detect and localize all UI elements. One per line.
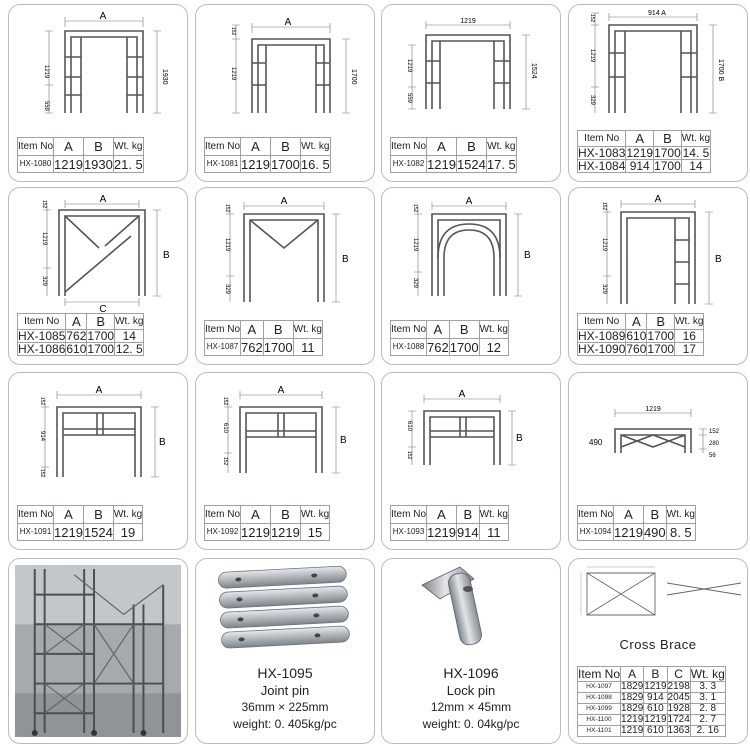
- dim-top-152: 152: [39, 397, 45, 406]
- col-item-no: Item No: [18, 138, 54, 156]
- dim-top-152: 152: [230, 27, 236, 36]
- dim-b-label: B: [715, 254, 722, 265]
- dim-height-1219: 1219: [589, 49, 595, 63]
- value-c: 2198: [667, 681, 690, 692]
- value-weight: 21. 5: [113, 156, 143, 172]
- dim-top-152: 152: [222, 397, 228, 406]
- dim-top-152: 152: [224, 204, 230, 213]
- col-b: B: [270, 506, 300, 524]
- value-weight: 2. 7: [690, 715, 725, 726]
- col-item-no: Item No: [18, 506, 54, 524]
- dim-height-1219: 1219: [412, 238, 418, 252]
- item-code: HX-1085: [18, 329, 66, 343]
- table-row: [205, 524, 330, 541]
- value-b: 610: [644, 726, 667, 737]
- value-c: 1363: [667, 725, 690, 736]
- value-a: 1219: [626, 146, 654, 160]
- dim-a-label: A: [280, 196, 288, 207]
- h-frame-drawing: [382, 373, 561, 503]
- dim-height-914: 914: [39, 431, 45, 442]
- col-weight: Wt. kg: [690, 667, 725, 681]
- dim-b-label: B: [342, 254, 349, 265]
- value-weight: 11: [293, 339, 322, 356]
- dim-top-152: 152: [41, 200, 47, 209]
- item-code: HX-1083: [578, 146, 626, 160]
- col-weight: Wt. kg: [486, 138, 516, 156]
- dim-height-1219: 1219: [41, 232, 47, 246]
- dim-b-label: B: [516, 433, 523, 444]
- value-b: 1700: [647, 329, 675, 343]
- dim-height-1219: 1219: [224, 238, 230, 252]
- item-code: HX-1092: [205, 524, 241, 541]
- spec-table: [204, 505, 330, 541]
- table-row: [391, 524, 509, 541]
- spec-table: [577, 130, 711, 173]
- value-b: 1524: [456, 156, 486, 172]
- value-weight: 14: [681, 160, 710, 173]
- dim-height-610: 610: [222, 423, 228, 434]
- col-a: A: [626, 131, 654, 147]
- col-weight: Wt. kg: [666, 506, 695, 524]
- spec-table: [17, 505, 143, 541]
- col-weight: Wt. kg: [293, 321, 322, 339]
- table-row: [18, 343, 144, 356]
- value-weight: 17. 5: [486, 156, 516, 172]
- frame-card-hx1094: [568, 372, 748, 550]
- col-a: A: [241, 138, 271, 156]
- dim-a-label: A: [277, 385, 285, 396]
- frame-card-hx1093: [381, 372, 561, 550]
- value-a: 1219: [427, 524, 456, 540]
- dim-bottom-329: 329: [41, 276, 47, 287]
- dim-bottom-56: 56: [709, 453, 716, 459]
- value-weight: 11: [479, 524, 508, 541]
- col-item-no: Item No: [205, 138, 241, 156]
- table-row: [18, 156, 144, 173]
- col-b: B: [654, 131, 682, 147]
- dim-a-label: A: [458, 389, 466, 400]
- value-a: 762: [66, 329, 87, 343]
- frame-card-hx1085-1086: [8, 187, 188, 365]
- spec-table: [17, 313, 144, 356]
- value-b: 1700: [87, 342, 115, 356]
- dim-bottom-152: 152: [406, 451, 412, 460]
- col-a: A: [241, 321, 264, 339]
- lock-pin-card: [381, 558, 561, 744]
- value-b: 1524: [83, 524, 113, 540]
- col-a: A: [427, 138, 457, 156]
- value-a: 1219: [241, 156, 270, 172]
- table-row: [578, 147, 711, 160]
- dim-total-1524: 1524: [530, 63, 537, 79]
- col-item-no: Item No: [205, 321, 241, 339]
- col-item-no: Item No: [578, 506, 614, 524]
- cross-brace-table: [577, 666, 726, 737]
- dim-a-1219: 1219: [460, 18, 476, 25]
- item-code: HX-1089: [578, 329, 626, 343]
- dim-top-152: 152: [589, 14, 595, 23]
- value-weight: 3. 1: [690, 693, 725, 704]
- col-a: A: [241, 506, 271, 524]
- dim-height-1219: 1219: [601, 238, 607, 252]
- col-weight: Wt. kg: [115, 314, 144, 330]
- value-a: 1829: [621, 681, 644, 692]
- col-weight: Wt. kg: [675, 314, 704, 330]
- frame-card-hx1089-1090: [568, 187, 748, 365]
- value-b: 1700: [647, 342, 675, 356]
- dim-top-152: 152: [601, 202, 607, 211]
- dim-a-label: A: [95, 385, 103, 396]
- joint-pin-size: 36mm × 225mm: [241, 700, 329, 714]
- item-code: HX-1098: [578, 693, 621, 704]
- value-a: 760: [626, 342, 647, 356]
- value-b: 1700: [87, 329, 115, 343]
- col-b: B: [263, 321, 293, 339]
- joint-pin-weight: weight: 0. 405kg/pc: [233, 717, 337, 731]
- col-weight: Wt. kg: [479, 506, 508, 524]
- col-a: A: [54, 138, 84, 156]
- col-a: A: [621, 667, 644, 682]
- col-weight: Wt. kg: [300, 138, 330, 156]
- value-weight: 12: [479, 339, 508, 356]
- col-a: A: [626, 314, 647, 330]
- item-code: HX-1094: [578, 524, 614, 541]
- col-b: B: [83, 138, 113, 156]
- value-weight: 12. 5: [115, 342, 143, 356]
- col-b: B: [449, 321, 479, 339]
- frame-card-hx1092: [195, 372, 375, 550]
- dim-b-label: B: [163, 250, 170, 261]
- lock-pin-weight: weight: 0. 04kg/pc: [422, 717, 520, 731]
- spec-table: [204, 137, 331, 173]
- dim-bottom-152: 152: [39, 469, 45, 478]
- item-code: HX-1088: [391, 339, 427, 356]
- dim-bottom-152: 152: [222, 457, 228, 466]
- dim-b-490: 490: [589, 438, 603, 447]
- spec-table: [390, 505, 509, 541]
- value-c: 1928: [667, 703, 690, 714]
- table-row: [391, 339, 509, 356]
- col-b: B: [647, 314, 675, 330]
- ladder-frame-drawing: [569, 188, 748, 318]
- item-code: HX-1087: [205, 339, 241, 356]
- item-code: HX-1091: [18, 524, 54, 541]
- h-frame-drawing: [196, 373, 375, 503]
- cross-brace-title: Cross Brace: [619, 637, 697, 652]
- col-a: A: [614, 506, 644, 524]
- col-b: B: [456, 138, 486, 156]
- value-weight: 16. 5: [300, 156, 330, 172]
- table-row: [578, 682, 726, 693]
- dim-a-label: A: [284, 17, 292, 28]
- h-frame-drawing: [9, 373, 188, 503]
- col-c: C: [667, 667, 690, 682]
- col-b: B: [644, 667, 667, 682]
- dim-bottom-329: 329: [589, 95, 595, 106]
- frame-card-hx1088: [381, 187, 561, 365]
- dim-b-label: B: [340, 435, 347, 446]
- dim-a-label: A: [654, 194, 662, 205]
- table-row: [18, 330, 144, 343]
- dim-b-label: B: [159, 437, 166, 448]
- value-b: 1930: [83, 156, 113, 172]
- ladder-frame-drawing: [569, 5, 748, 135]
- col-weight: Wt. kg: [113, 138, 143, 156]
- value-a: 610: [626, 329, 647, 343]
- item-code: HX-1086: [18, 342, 66, 356]
- joint-pin-name: Joint pin: [260, 683, 310, 698]
- value-b: 1700: [654, 159, 681, 173]
- frame-card-hx1087: [195, 187, 375, 365]
- dim-top-152: 152: [709, 429, 720, 435]
- dim-bottom-329: 329: [412, 278, 418, 289]
- dim-height-1219: 1219: [406, 59, 412, 73]
- item-code: HX-1084: [578, 159, 626, 173]
- col-item-no: Item No: [578, 314, 626, 330]
- value-b: 1700: [654, 146, 681, 160]
- value-weight: 19: [113, 524, 142, 541]
- value-weight: 2. 8: [690, 704, 725, 715]
- joint-pin-card: [195, 558, 375, 744]
- table-row: [578, 693, 726, 704]
- value-weight: 14: [115, 330, 144, 343]
- frame-card-hx1080: [8, 4, 188, 182]
- col-b: B: [87, 314, 115, 330]
- value-a: 1219: [241, 524, 270, 540]
- spec-table: [390, 137, 517, 173]
- spec-table: [577, 313, 704, 356]
- spec-table: [204, 320, 323, 356]
- frame-card-hx1082: [381, 4, 561, 182]
- col-weight: Wt. kg: [681, 131, 710, 147]
- col-weight: Wt. kg: [300, 506, 329, 524]
- item-code: HX-1097: [578, 682, 621, 693]
- joint-pin-code: HX-1095: [257, 665, 313, 681]
- value-a: 1219: [54, 524, 83, 540]
- dim-height-610: 610: [406, 421, 412, 432]
- value-a: 1219: [54, 156, 83, 172]
- cross-brace-drawing: [569, 559, 748, 635]
- scaffold-tower-photo-card: [8, 558, 188, 744]
- spec-table: [390, 320, 509, 356]
- col-a: A: [66, 314, 87, 330]
- item-code: HX-1080: [18, 156, 54, 173]
- dim-height-1219: 1219: [43, 65, 49, 79]
- spec-table: [17, 137, 144, 173]
- value-b: 914: [644, 693, 667, 704]
- value-a: 1829: [621, 692, 644, 703]
- col-weight: Wt. kg: [479, 321, 508, 339]
- col-b: B: [456, 506, 479, 524]
- table-row: [578, 524, 696, 541]
- col-a: A: [54, 506, 84, 524]
- dim-a-914: 914 A: [648, 10, 666, 17]
- item-code: HX-1090: [578, 342, 626, 356]
- frame-card-hx1091: [8, 372, 188, 550]
- dim-total-1700: 1700 B: [717, 59, 724, 82]
- ladder-frame-drawing: [196, 5, 375, 135]
- value-a: 610: [66, 342, 87, 356]
- dim-b-label: B: [524, 250, 531, 261]
- dim-top-152: 152: [412, 204, 418, 213]
- dim-bottom-559: 559: [43, 101, 49, 112]
- lock-pin-photo: [382, 559, 561, 659]
- value-b: 1700: [270, 156, 300, 172]
- item-code: HX-1093: [391, 524, 427, 541]
- frame-card-hx1083-1084: [568, 4, 748, 182]
- dim-c-label: C: [99, 304, 107, 315]
- value-a: 1219: [614, 524, 643, 540]
- value-b: 1219: [644, 681, 667, 692]
- table-row: [578, 726, 726, 737]
- table-row: [18, 524, 143, 541]
- table-row: [578, 715, 726, 726]
- value-c: 2045: [667, 692, 690, 703]
- value-b: 1700: [263, 339, 293, 355]
- lock-pin-size: 12mm × 45mm: [430, 700, 512, 714]
- dim-a-1219: 1219: [645, 406, 661, 413]
- table-row: [205, 339, 323, 356]
- mason-frame-drawing: [9, 188, 188, 318]
- walk-through-frame-drawing: [9, 5, 188, 135]
- frame-card-hx1081: [195, 4, 375, 182]
- arch-frame-drawing: [382, 188, 561, 318]
- table-row: [205, 156, 331, 173]
- value-b: 914: [456, 524, 479, 540]
- value-b: 1219: [644, 714, 667, 725]
- col-item-no: Item No: [391, 138, 427, 156]
- dim-total-1700: 1700: [350, 69, 357, 85]
- col-item-no: Item No: [391, 321, 427, 339]
- value-a: 1219: [621, 714, 644, 725]
- dim-bottom-329: 329: [601, 284, 607, 295]
- value-weight: 15: [300, 524, 329, 541]
- dim-total-1930: 1930: [161, 69, 168, 85]
- lock-pin-code: HX-1096: [443, 665, 499, 681]
- cross-brace-card: [568, 558, 748, 744]
- item-code: HX-1101: [578, 726, 621, 737]
- table-row: [578, 160, 711, 173]
- col-item-no: Item No: [18, 314, 66, 330]
- value-a: 762: [427, 339, 449, 355]
- col-a: A: [427, 506, 457, 524]
- lock-pin-name: Lock pin: [446, 683, 496, 698]
- value-b: 1700: [449, 339, 479, 355]
- value-a: 1219: [621, 725, 644, 736]
- item-code: HX-1099: [578, 704, 621, 715]
- joint-pin-photo: [196, 559, 375, 659]
- dim-a-label: A: [465, 196, 473, 207]
- dim-a-label: A: [99, 11, 107, 22]
- col-weight: Wt. kg: [113, 506, 142, 524]
- dim-mid-280: 280: [709, 441, 720, 447]
- table-row: [391, 156, 517, 173]
- col-b: B: [83, 506, 113, 524]
- scaffold-tower-photo: [15, 565, 181, 737]
- col-b: B: [270, 138, 300, 156]
- spec-table: [577, 505, 696, 541]
- value-a: 914: [626, 160, 654, 173]
- col-item-no: Item No: [205, 506, 241, 524]
- table-row: [578, 704, 726, 715]
- value-weight: 2. 16: [690, 726, 725, 737]
- v-brace-frame-drawing: [196, 188, 375, 318]
- table-row: [578, 343, 704, 356]
- value-weight: 16: [675, 330, 704, 343]
- col-item-no: Item No: [391, 506, 427, 524]
- value-a: 762: [241, 339, 263, 355]
- dim-a-label: A: [99, 194, 107, 205]
- dim-bottom-559: 559: [406, 93, 412, 104]
- value-weight: 14. 5: [682, 146, 710, 160]
- col-item-no: Item No: [578, 667, 621, 681]
- col-item-no: Item No: [578, 131, 626, 147]
- value-c: 1724: [667, 714, 690, 725]
- value-a: 1829: [621, 703, 644, 714]
- dim-bottom-329: 329: [224, 284, 230, 295]
- value-b: 1219: [270, 524, 300, 540]
- col-b: B: [643, 506, 666, 524]
- value-a: 1219: [427, 156, 456, 172]
- guard-rail-frame-drawing: [569, 373, 748, 503]
- value-b: 490: [643, 524, 666, 540]
- ladder-frame-drawing: [382, 5, 561, 135]
- value-weight: 3. 3: [690, 682, 725, 693]
- dim-height-1219: 1219: [230, 67, 236, 81]
- value-b: 610: [644, 704, 667, 715]
- table-row: [578, 330, 704, 343]
- item-code: HX-1081: [205, 156, 241, 173]
- value-weight: 8. 5: [666, 524, 695, 541]
- col-a: A: [427, 321, 450, 339]
- value-weight: 17: [675, 343, 704, 356]
- item-code: HX-1082: [391, 156, 427, 173]
- item-code: HX-1100: [578, 715, 621, 726]
